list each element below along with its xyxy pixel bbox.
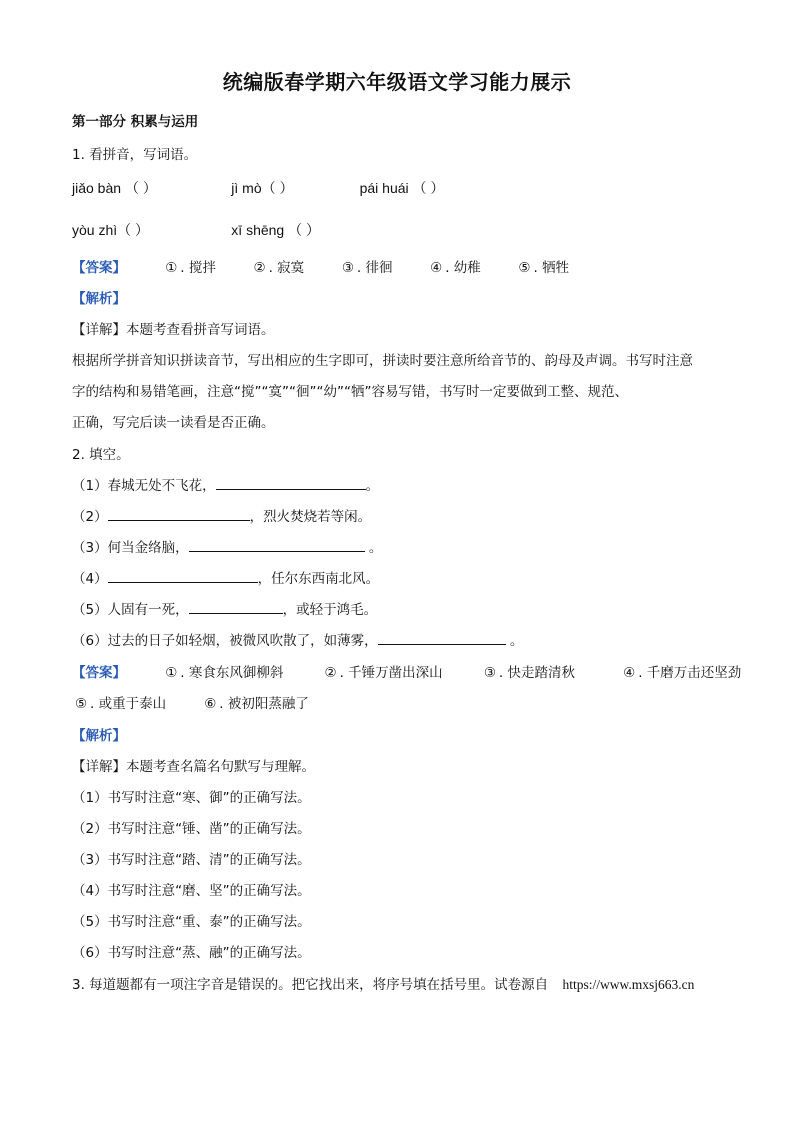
q1-pinyin-row-1 <box>72 178 444 198</box>
q2-answer-6: ⑥ . 被初阳蒸融了 <box>204 696 309 712</box>
pinyin-item-3: pái huái （ ） <box>359 180 445 196</box>
q2-note-1: （1）书写时注意“寒、御”的正确写法。 <box>72 790 311 806</box>
blank-line <box>108 568 258 583</box>
q2-detail: 【详解】本题考查名篇名句默写与理解。 <box>72 759 315 775</box>
q2-answer-row-2 <box>72 692 309 712</box>
q1-answer-row <box>72 256 569 276</box>
q1-pinyin-row-2 <box>72 220 320 240</box>
q2-item-4: （4） ，任尔东西南北风。 <box>72 567 379 587</box>
q3-stem: 3. 每道题都有一项注字音是错误的。把它找出来，将序号填在括号里。试卷源自 <box>72 977 549 993</box>
source-url: https://www.mxsj663.cn <box>562 977 695 992</box>
q1-paragraph-2: 字的结构和易错笔画，注意“搅”“寞”“徊”“幼”“牺”容易写错，书写时一定要做到工整、规范、 <box>72 384 628 400</box>
q1-answer-1: ① . 搅拌 <box>165 260 216 276</box>
q2-item-2: （2） ，烈火焚烧若等闲。 <box>72 505 371 525</box>
q2-note-3: （3）书写时注意“踏、清”的正确写法。 <box>72 852 311 868</box>
q3-stem-line <box>72 973 694 993</box>
q1-answer-3: ③ . 徘徊 <box>341 260 393 276</box>
q1-paragraph-3: 正确，写完后读一读看是否正确。 <box>72 415 275 431</box>
blank-line <box>189 537 365 552</box>
q2-answer-5: ⑤ . 或重于泰山 <box>74 696 167 712</box>
q2-note-5: （5）书写时注意“重、泰”的正确写法。 <box>72 914 311 930</box>
answer-label: 【答案】 <box>72 260 126 276</box>
q1-answer-4: ④ . 幼稚 <box>430 260 481 276</box>
q1-analysis-label: 【解析】 <box>72 291 126 307</box>
q2-item-6: （6）过去的日子如轻烟，被微风吹散了，如薄雾， 。 <box>72 629 523 649</box>
blank-line <box>216 475 366 490</box>
q1-stem: 1. 看拼音，写词语。 <box>72 147 198 163</box>
q2-item-3: （3）何当金络脑， 。 <box>72 536 382 556</box>
q2-stem: 2. 填空。 <box>72 447 130 463</box>
q1-detail: 【详解】本题考查看拼音写词语。 <box>72 322 275 338</box>
answer-label: 【答案】 <box>72 665 126 681</box>
q2-note-6: （6）书写时注意“蒸、融”的正确写法。 <box>72 945 311 961</box>
q2-answer-2: ② . 千锤万凿出深山 <box>324 665 443 681</box>
blank-line <box>108 506 250 521</box>
page-title: 统编版春学期六年级语文学习能力展示 <box>222 70 572 94</box>
q2-item-5: （5）人固有一死， ，或轻于鸿毛。 <box>72 598 377 618</box>
pinyin-item-5: xī shēng （ ） <box>231 222 321 238</box>
pinyin-item-1: jiǎo bàn （ ） <box>72 180 157 196</box>
q2-analysis-label: 【解析】 <box>72 728 126 744</box>
pinyin-item-2: jì mò（ ） <box>231 180 294 196</box>
q2-answer-4: ④ . 千磨万击还坚劲 <box>623 665 742 681</box>
q1-answer-5: ⑤ . 牺牲 <box>518 260 570 276</box>
q1-answer-2: ② . 寂寞 <box>253 260 305 276</box>
q1-paragraph-1: 根据所学拼音知识拼读音节，写出相应的生字即可，拼读时要注意所给音节的、韵母及声调。书写时注意 <box>72 353 693 369</box>
q2-item-1: （1）春城无处不飞花， 。 <box>72 474 379 494</box>
q2-note-4: （4）书写时注意“磨、坚”的正确写法。 <box>72 883 311 899</box>
blank-line <box>378 630 506 645</box>
q2-note-2: （2）书写时注意“锤、凿”的正确写法。 <box>72 821 311 837</box>
part1-heading: 第一部分 积累与运用 <box>72 114 199 130</box>
blank-line <box>189 599 283 614</box>
q2-answer-row-1 <box>72 661 741 681</box>
q2-answer-1: ① . 寒食东风御柳斜 <box>165 665 284 681</box>
pinyin-item-4: yòu zhì（ ） <box>72 222 150 238</box>
q2-answer-3: ③ . 快走踏清秋 <box>483 665 575 681</box>
